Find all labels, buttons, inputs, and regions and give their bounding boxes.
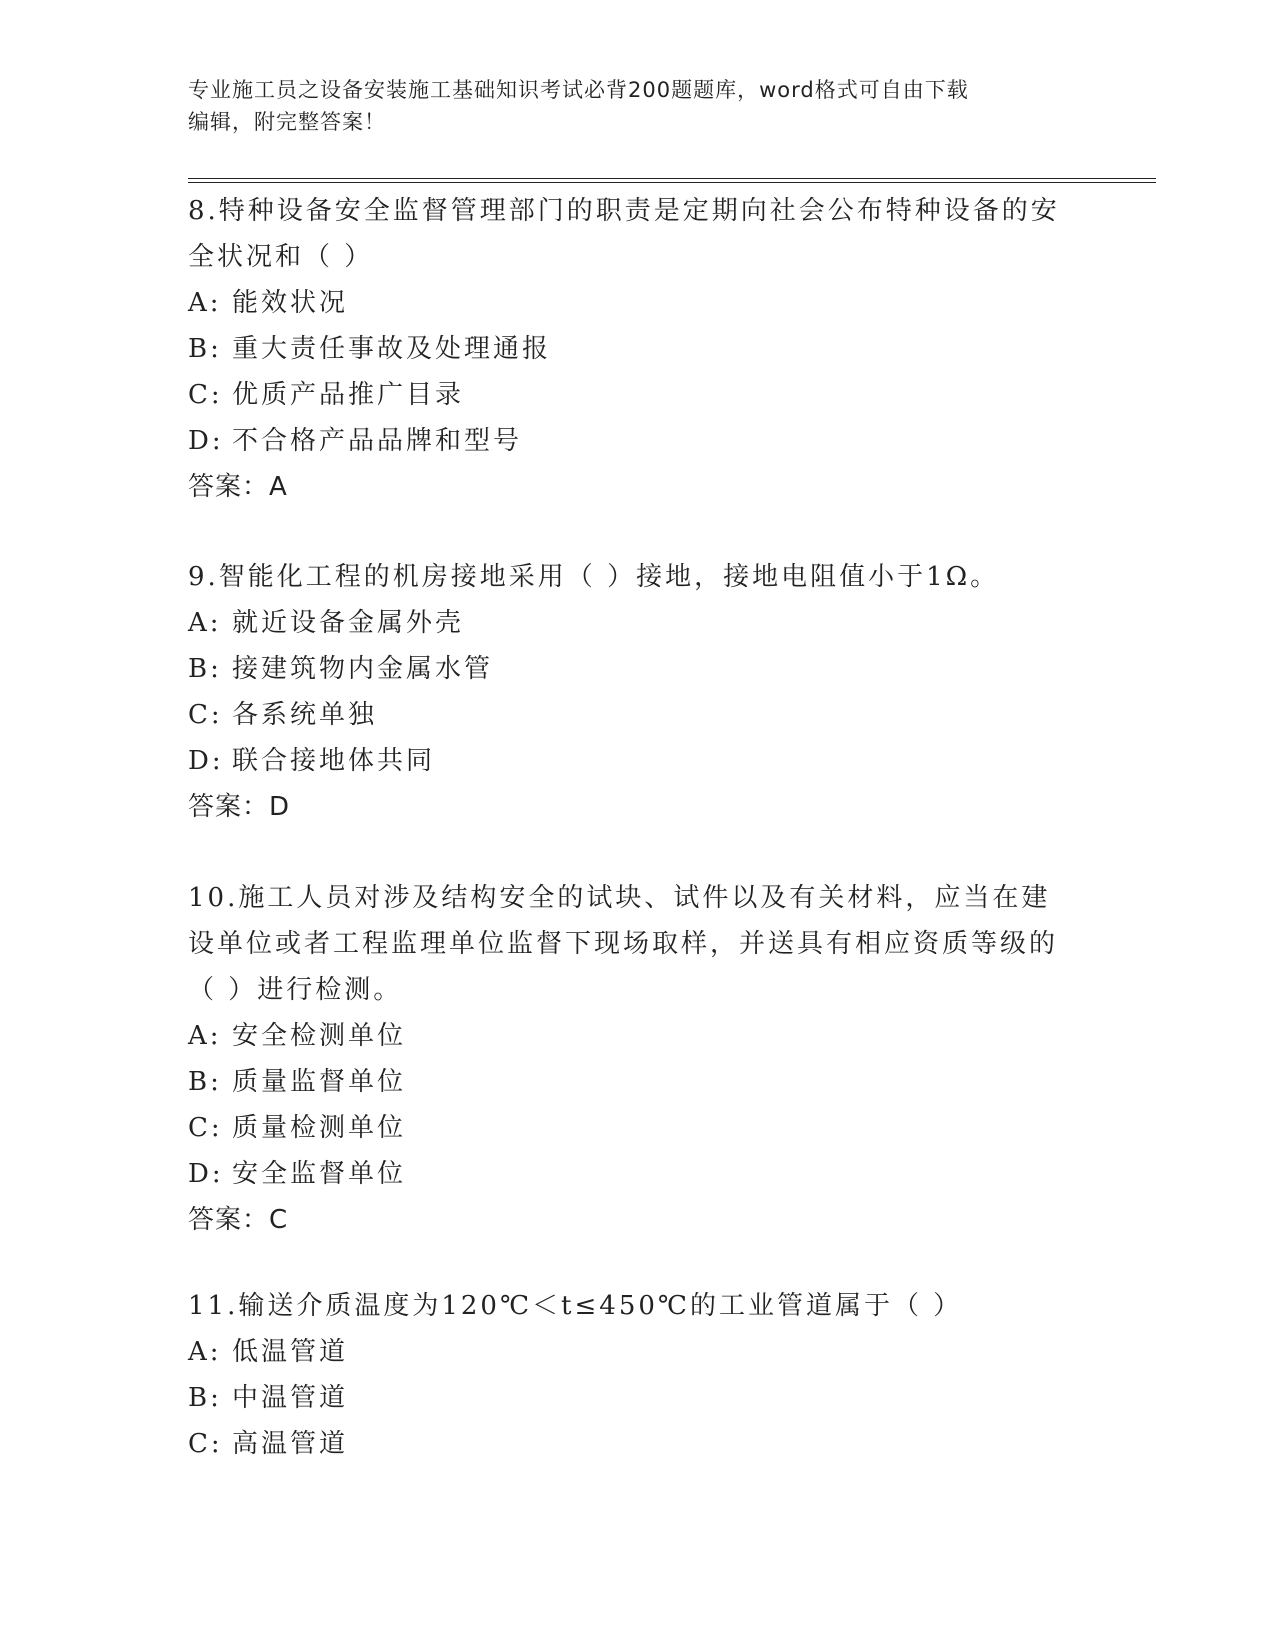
answer-line: 答案：C: [188, 1205, 289, 1235]
option-c: [188, 692, 1068, 738]
answer-line: 答案：A: [188, 472, 288, 502]
option-a: [188, 280, 1068, 326]
option-letter: D:: [188, 746, 224, 776]
option-text: 接建筑物内金属水管: [232, 654, 494, 684]
option-d: [188, 738, 1068, 784]
header-line-1: 专业施工员之设备安装施工基础知识考试必背200题题库，word格式可自由下载: [188, 78, 969, 102]
question-text: 10.施工人员对涉及结构安全的试块、试件以及有关材料，应当在建设单位或者工程监理单位监督下现场取样，并送具有相应资质等级的（ ）进行检测。: [188, 883, 1059, 1005]
option-letter: A:: [188, 1021, 222, 1051]
option-letter: C:: [188, 1113, 223, 1143]
option-letter: B:: [188, 654, 222, 684]
option-letter: C:: [188, 380, 223, 410]
option-text: 低温管道: [232, 1337, 349, 1367]
option-text: 安全监督单位: [232, 1159, 407, 1189]
option-letter: D:: [188, 426, 224, 456]
header-divider-top: [188, 178, 1156, 179]
option-text: 联合接地体共同: [232, 746, 436, 776]
option-letter: C:: [188, 1429, 223, 1459]
question-8: [188, 188, 1068, 510]
option-letter: B:: [188, 1067, 222, 1097]
question-9: [188, 554, 1068, 830]
option-c: [188, 372, 1068, 418]
option-text: 质量检测单位: [232, 1113, 407, 1143]
option-letter: D:: [188, 1159, 224, 1189]
option-text: 重大责任事故及处理通报: [232, 334, 552, 364]
option-a: [188, 600, 1068, 646]
option-a: [188, 1329, 1068, 1375]
question-text: 9.智能化工程的机房接地采用（ ）接地，接地电阻值小于1Ω。: [188, 562, 1000, 592]
option-text: 中温管道: [232, 1383, 349, 1413]
option-b: [188, 646, 1068, 692]
option-text: 各系统单独: [232, 700, 378, 730]
option-text: 高温管道: [232, 1429, 349, 1459]
option-text: 安全检测单位: [232, 1021, 407, 1051]
option-letter: B:: [188, 1383, 222, 1413]
option-text: 就近设备金属外壳: [232, 608, 465, 638]
option-text: 优质产品推广目录: [232, 380, 465, 410]
option-d: [188, 1151, 1068, 1197]
question-11: [188, 1283, 1068, 1467]
answer-line: 答案：D: [188, 792, 291, 822]
option-c: [188, 1421, 1068, 1467]
header-divider-bottom: [188, 182, 1156, 183]
option-text: 能效状况: [232, 288, 349, 318]
option-a: [188, 1013, 1068, 1059]
question-10: [188, 875, 1068, 1243]
option-b: [188, 1375, 1068, 1421]
option-b: [188, 1059, 1068, 1105]
option-d: [188, 418, 1068, 464]
option-letter: A:: [188, 1337, 222, 1367]
option-letter: A:: [188, 288, 222, 318]
question-text: 8.特种设备安全监督管理部门的职责是定期向社会公布特种设备的安全状况和（ ）: [188, 196, 1060, 272]
option-letter: A:: [188, 608, 222, 638]
option-letter: B:: [188, 334, 222, 364]
option-c: [188, 1105, 1068, 1151]
document-header: [188, 74, 1068, 138]
option-letter: C:: [188, 700, 223, 730]
option-text: 不合格产品品牌和型号: [232, 426, 523, 456]
option-b: [188, 326, 1068, 372]
option-text: 质量监督单位: [232, 1067, 407, 1097]
header-line-2: 编辑，附完整答案！: [188, 110, 386, 134]
question-text: 11.输送介质温度为120℃＜t≤450℃的工业管道属于（ ）: [188, 1291, 963, 1321]
